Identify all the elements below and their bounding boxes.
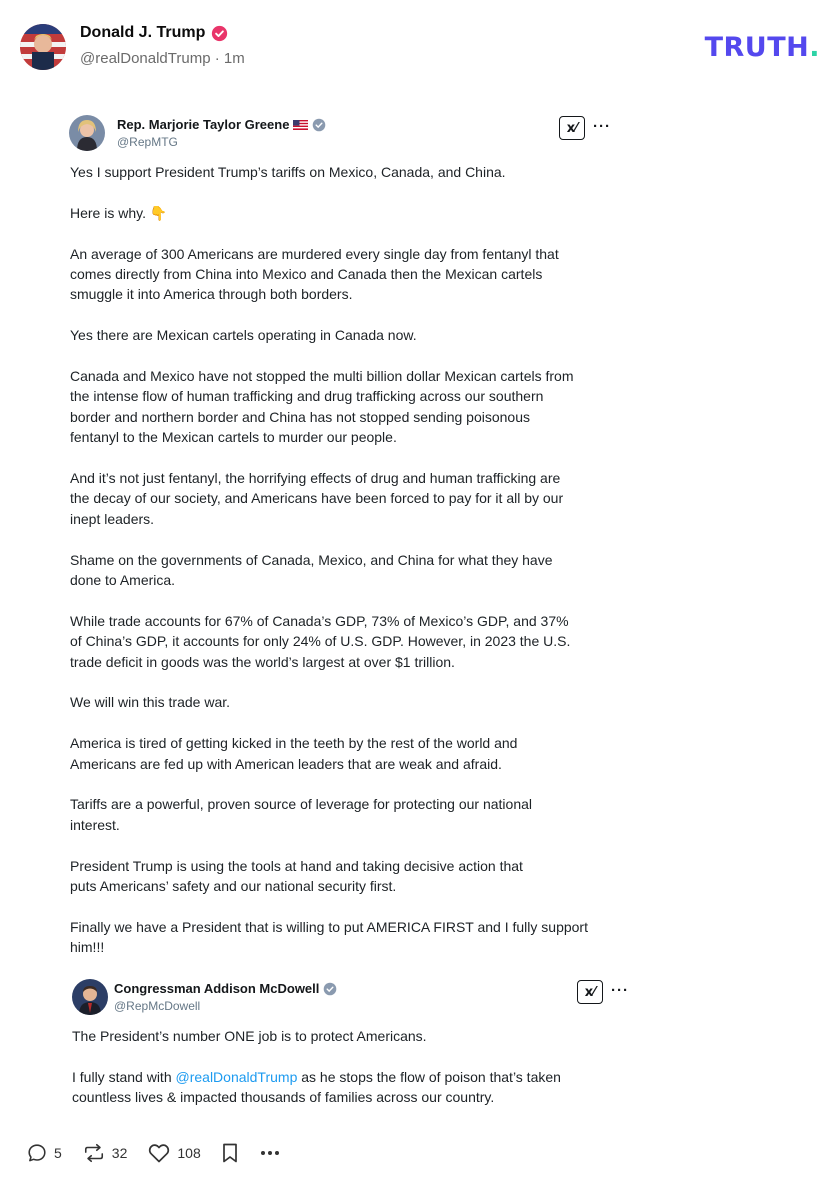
repost-button[interactable] [82, 1142, 128, 1164]
more-dots-icon [259, 1142, 281, 1164]
more-dots-icon: ··· [611, 982, 629, 999]
mcdowell-post-body [72, 1026, 632, 1108]
greene-paragraph: Yes there are Mexican cartels operating in Canada now. [70, 327, 417, 344]
bookmark-button[interactable] [221, 1142, 239, 1164]
x-logo-icon: x⁄ [577, 980, 603, 1004]
like-count: 108 [177, 1145, 201, 1161]
greene-paragraph: An average of 300 Americans are murdered every single day from fentanyl that comes directly from China into Mexico and Canada then the Mexican cartels smuggle it into America through both borders. [70, 245, 559, 303]
truth-logo[interactable] [705, 32, 820, 63]
author-avatar[interactable] [20, 24, 66, 70]
post-time[interactable]: 1m [223, 50, 245, 67]
author-name-row [80, 24, 228, 42]
repost-icon [82, 1142, 106, 1164]
mcdowell-name: Congressman Addison McDowell [114, 981, 320, 996]
heart-icon [147, 1142, 171, 1164]
greene-avatar [69, 115, 105, 151]
us-flag-icon [293, 120, 308, 130]
greene-paragraph: Yes I support President Trump’s tariffs on Mexico, Canada, and China. [70, 164, 506, 180]
greene-paragraph: Shame on the governments of Canada, Mexico, and China for what they have done to America. [70, 551, 553, 589]
greene-name-row [117, 117, 326, 132]
reply-button[interactable] [26, 1142, 62, 1164]
mcdowell-paragraph: The President’s number ONE job is to protect Americans. [72, 1028, 427, 1044]
embedded-screenshot[interactable] [22, 94, 632, 1114]
greene-paragraph: America is tired of getting kicked in the teeth by the rest of the world and Americans are fed up with American leaders that are weak and afraid. [70, 735, 518, 772]
mcdowell-handle: @RepMcDowell [114, 999, 201, 1013]
verified-check-icon [312, 118, 326, 132]
meta-separator: · [214, 50, 220, 67]
author-name[interactable]: Donald J. Trump [80, 24, 206, 41]
author-handle[interactable]: @realDonaldTrump [80, 50, 211, 67]
reply-count: 5 [54, 1145, 62, 1161]
x-logo-icon: x⁄ [559, 116, 585, 140]
greene-handle: @RepMTG [117, 135, 178, 149]
mcdowell-paragraph-mention [72, 1067, 632, 1108]
logo-text: TRUTH [704, 32, 810, 63]
greene-paragraph: Finally we have a President that is willing to put AMERICA FIRST and I fully support him!!! [70, 918, 588, 956]
greene-paragraph: President Trump is using the tools at hand and taking decisive action that puts Americans’ safety and our national security first. [70, 857, 523, 895]
greene-paragraph: While trade accounts for 67% of Canada’s GDP, 73% of Mexico’s GDP, and 37% of China’s GDP, it accounts for only 24% of U.S. GDP. However, in 2023 the U.S. trade deficit in goods was the world’s largest at over $1 trillion. [70, 612, 571, 670]
mention-prefix: I fully stand with [72, 1068, 176, 1085]
post-actions [26, 1140, 301, 1166]
mcdowell-avatar [72, 979, 108, 1015]
logo-dot: . [809, 32, 820, 63]
greene-paragraph: Tariffs are a powerful, proven source of leverage for protecting our national interest. [70, 796, 532, 833]
mcdowell-name-row [114, 981, 337, 996]
like-button[interactable] [147, 1142, 200, 1164]
author-meta [80, 50, 245, 67]
greene-name: Rep. Marjorie Taylor Greene [117, 117, 290, 132]
more-dots-icon: ··· [593, 118, 611, 135]
reply-bubble-icon [26, 1142, 48, 1164]
more-button[interactable] [259, 1142, 281, 1164]
mention-link: @realDonaldTrump [175, 1068, 298, 1085]
bookmark-icon [221, 1142, 239, 1164]
greene-paragraph: And it’s not just fentanyl, the horrifying effects of drug and human trafficking are the decay of our society, and Americans have been forced to pay for it all by our inept leaders. [70, 470, 564, 527]
repost-count: 32 [111, 1145, 128, 1161]
verified-check-icon [323, 982, 337, 996]
mention-suffix: as he stops the flow of poison that’s taken countless lives & impacted thousands of families across our country. [72, 1068, 561, 1106]
greene-paragraph: Here is why. 👇 [70, 204, 168, 221]
greene-paragraph: Canada and Mexico have not stopped the multi billion dollar Mexican cartels from the intense flow of human trafficking and drug trafficking across our southern border and northern border and China has not stopped sending poisonous fentanyl to the Mexican cartels to murder our people. [70, 368, 574, 446]
post-header [20, 22, 820, 72]
greene-paragraph: We will win this trade war. [70, 694, 231, 711]
verified-badge-icon [211, 25, 228, 42]
greene-post-body [70, 162, 630, 958]
